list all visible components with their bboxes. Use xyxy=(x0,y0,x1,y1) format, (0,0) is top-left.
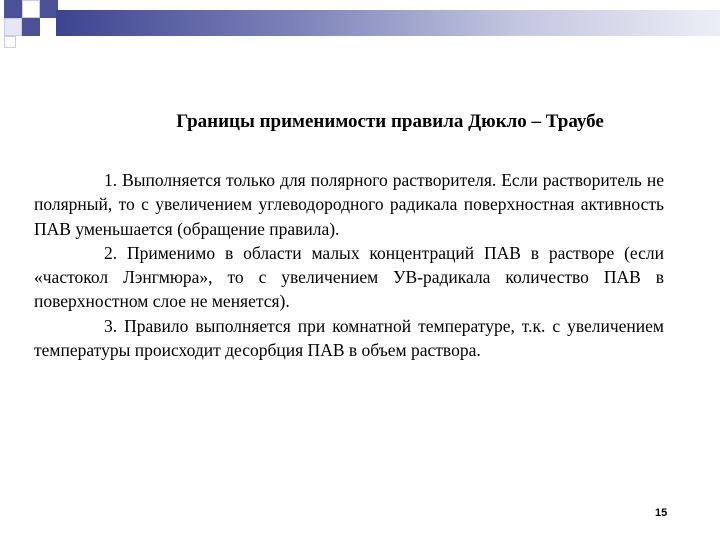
slide-title: Границы применимости правила Дюкло – Траубе xyxy=(176,111,604,132)
corner-decoration xyxy=(0,0,60,50)
decor-square xyxy=(4,0,22,18)
decor-square xyxy=(22,0,40,18)
decor-square xyxy=(4,36,16,48)
header-gradient-bar xyxy=(56,10,720,36)
slide-body xyxy=(34,168,664,362)
paragraph-3: 3. Правило выполняется при комнатной температуре, т.к. с увеличением температуры происходит десорбция ПАВ в объем раствора. xyxy=(34,315,664,361)
paragraph-1: 1. Выполняется только для полярного растворителя. Если растворитель не полярный, то с увеличением углеводородного радикала поверхностная активность ПАВ уменьшается (обращение правила). xyxy=(34,170,664,239)
decor-square xyxy=(4,18,22,36)
decor-square xyxy=(22,18,40,36)
paragraph-2: 2. Применимо в области малых концентраций ПАВ в растворе (если «частокол Лэнгмюра», то с увеличением УВ-радикала количество ПАВ в поверхностном слое не меняется). xyxy=(34,242,664,312)
page-number: 15 xyxy=(655,507,668,519)
